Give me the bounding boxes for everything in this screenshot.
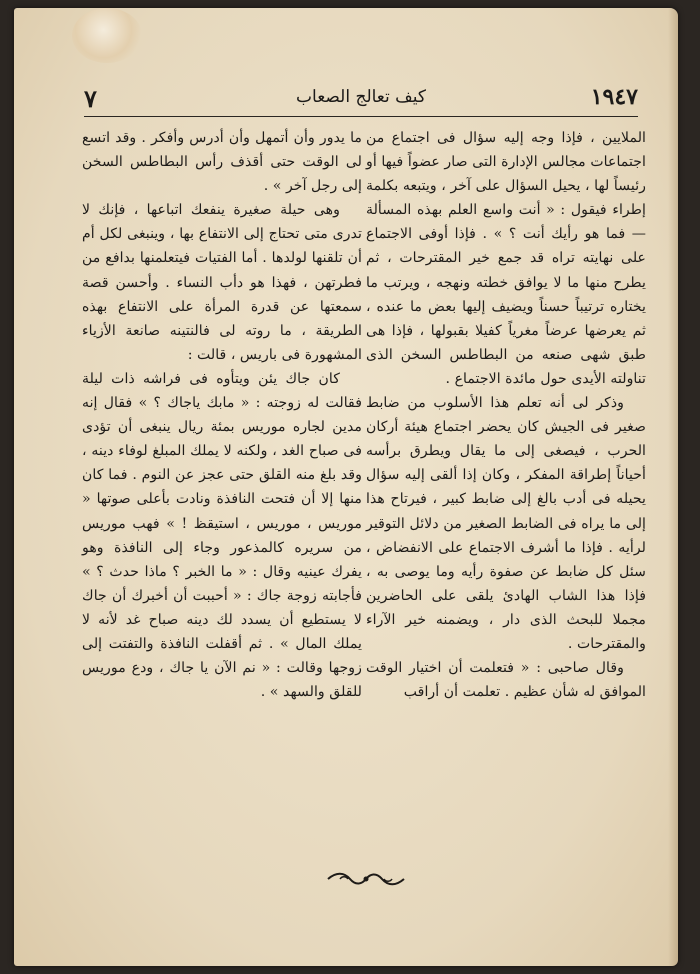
page-number: ٧ — [84, 84, 97, 113]
paragraph: ما يدور وأن أتمهل وأن أدرس وأفكر . وقد اتسع لى الوقت حتى أقذف رأس البطاطس السخن إلى رجل آخر » . — [82, 130, 362, 195]
paper-stain — [72, 8, 142, 63]
book-page — [14, 8, 678, 966]
paragraph: الملايين ، فإذا وجه إليه سؤال فى اجتماع من اجتماعات مجالس الإدارة التى صار عضواً فيها أو رئيساً لها ، يحيل السؤال على آخر ، ويتبعه بكلمة إطراء فيقول : « أنت واسع العلم بهذه المسألة — فما هو رأيك أنت ؟ » . فإذا أوفى الاجتماع على نهايته تراه قد جمع خير المقترحات ، ثم يطرح منها ما لا يوافق خطته ونهجه ، ويرتب ما يختاره ترتيباً حسناً ويضيف إليها بعض ما عنده ، ثم يعرضها عرضاً مغرياً كفيلا بقبولها ، فإذا هى طبق شهى صنعه من البطاطس السخن الذى تناولته الأيدى حول مائدة الاجتماع . — [366, 130, 646, 387]
end-ornament-icon — [326, 870, 406, 888]
page-edge-shadow — [668, 8, 678, 966]
left-column — [82, 126, 362, 704]
header-title: كيف تعالج الصعاب — [296, 87, 426, 107]
paragraph: وهى حيلة صغيرة ينفعك اتباعها ، فإنك لا تدرى متى تحتاج إلى الانتفاع بها ، وينبغى لكل أم أن تلقنها لولدها . أما الفتيات فيتعلمنها بدافع من فطرتهن ، فهذا هو دأب النساء . وأحسن قصة سمعتها عن قدرة المرأة على الانتفاع بهذه الطريقة ، ما روته لى فالنتينه صانعة الأزياء المشهورة فى باريس ، قالت : — [82, 202, 362, 363]
header-rule — [84, 116, 638, 117]
header-year: ١٩٤٧ — [590, 84, 638, 110]
paragraph: وذكر لى أنه تعلم هذا الأسلوب من ضابط صغير فى الجيش كان يحضر اجتماع هيئة أركان الحرب ، فيصغى إلى ما يقال ويطرق برأسه أحياناً إطراقة المفكر ، وكان إذا ألقى إليه سؤال يحيله فى أدب بالغ إلى ضابط كبير ، فيرتاح هذا إلى ما يراه فى الضابط الصغير من دلائل التوقير لرأيه . فإذا ما أشرف الاجتماع على الانفضاض ، سئل كل ضابط عن صفوة رأيه وما يوصى به ، فإذا هذا الشاب الهادئ يلقى على الحاضرين مجملا للبحث الذى دار ، ويضمنه خير الآراء والمقترحات . — [366, 395, 646, 652]
running-header — [84, 84, 638, 114]
paragraph: وقال صاحبى : « فتعلمت أن اختيار الوقت الموافق له شأن عظيم . تعلمت أن أراقب — [366, 660, 646, 701]
paragraph: كان جاك يئن ويتأوه فى فراشه ذات ليلة فقالت له زوجته : « مابك ياجاك ؟ » فقال إنه مدين لجاره موريس بمئة ريال ينبغى أن تؤدى فى صباح الغد ، ولكنه لا يملك المبلغ لوفاء دينه ، وقد بلغ منه القلق حتى عجز عن النوم . فما كان منها إلا أن فتحت النافذة ونادت بأعلى صوتها « موريس ، موريس ، استيقظ ! » فهب موريس من سريره كالمذعور وجاء إلى النافذة وهو يفرك عينيه وقال : « ما الخبر ؟ ماذا حدث ؟ » فأجابته زوجة جاك : « أحببت أن أخبرك أن جاك لا يستطيع أن يسدد لك دينه صباح غد لأنه لا يملك المال » . ثم أقفلت النافذة والتفتت إلى زوجها وقالت : « نم الآن يا جاك ، ودع موريس للقلق والسهد » . — [82, 370, 362, 701]
right-column — [366, 126, 646, 704]
